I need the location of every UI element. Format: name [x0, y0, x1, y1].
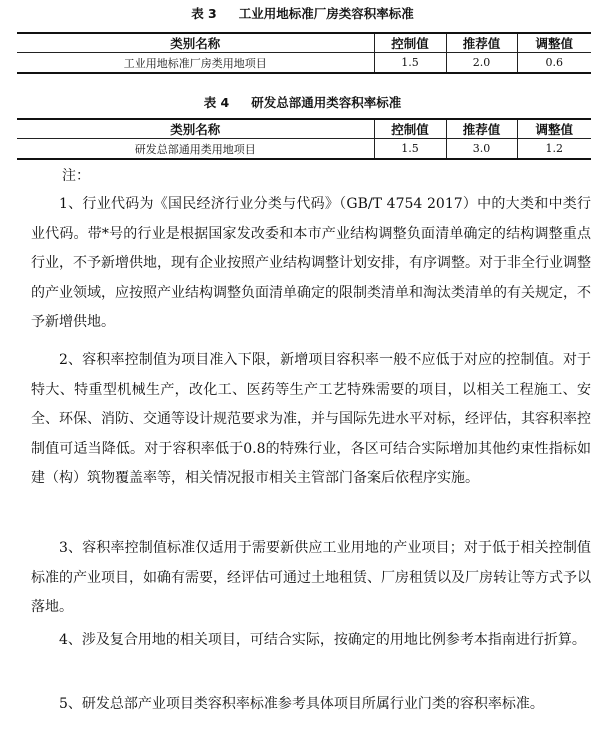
table4-header-category: 类别名称 [17, 119, 374, 139]
note-paragraph-2: 2、容积率控制值为项目准入下限，新增项目容积率一般不应低于对应的控制值。对于特大、特重型机械生产，改化工、医药等生产工艺特殊需要的项目，以相关工程施工、安全、环保、消防、交通等设计规范要求为准，并与国际先进水平对标，经评估，其容积率控制值可适当降低。对于容积率低于0.8的特殊行业，各区可结合实际增加其他约束性指标如建（构）筑物覆盖率等，相关情况报市相关主管部门备案后依程序实施。 [31, 352, 591, 487]
table3-cell-control: 1.5 [374, 53, 446, 74]
note-paragraph-4: 4、涉及复合用地的相关项目，可结合实际，按确定的用地比例参考本指南进行折算。 [59, 632, 586, 648]
table3-title: 工业用地标准厂房类容积率标准 [238, 6, 414, 21]
table4 [17, 118, 591, 160]
table3-header-row [17, 33, 591, 53]
table4-cell-adjusted: 1.2 [517, 139, 591, 160]
note-paragraph-1: 1、行业代码为《国民经济行业分类与代码》（GB/T 4754 2017）中的大类和中类行业代码。带*号的行业是根据国家发改委和本市产业结构调整负面清单确定的结构调整重点行业，不予新增供地，现有企业按照产业结构调整计划安排，有序调整。对于非全行业调整的产业领域，应按照产业结构调整负面清单确定的限制类清单和淘汰类清单的有关规定，不予新增供地。 [31, 196, 591, 331]
table-row [17, 139, 591, 160]
table3-cell-adjusted: 0.6 [517, 53, 591, 74]
table3-cell-recommended: 2.0 [446, 53, 517, 74]
table4-header-recommended: 推荐值 [446, 119, 517, 139]
table3-number: 表 3 [191, 6, 217, 21]
table3-header-recommended: 推荐值 [446, 33, 517, 53]
table4-cell-recommended: 3.0 [446, 139, 517, 160]
table4-cell-control: 1.5 [374, 139, 446, 160]
note-paragraph-5: 5、研发总部产业项目类容积率标准参考具体项目所属行业门类的容积率标准。 [59, 696, 544, 712]
table3-caption [0, 4, 605, 22]
table3-header-control: 控制值 [374, 33, 446, 53]
table4-header-row [17, 119, 591, 139]
table3-header-category: 类别名称 [17, 33, 374, 53]
table3 [17, 32, 591, 74]
notes-label: 注： [62, 168, 90, 184]
table4-number: 表 4 [203, 95, 230, 110]
table-row [17, 53, 591, 74]
note-paragraph-3: 3、容积率控制值标准仅适用于需要新供应工业用地的产业项目；对于低于相关控制值标准的产业项目，如确有需要，经评估可通过土地租赁、厂房租赁以及厂房转让等方式予以落地。 [31, 540, 591, 616]
table4-caption [0, 93, 605, 111]
table3-header-adjusted: 调整值 [517, 33, 591, 53]
table4-title: 研发总部通用类容积率标准 [251, 95, 402, 110]
table4-header-adjusted: 调整值 [517, 119, 591, 139]
table4-header-control: 控制值 [374, 119, 446, 139]
table4-cell-category: 研发总部通用类用地项目 [17, 139, 374, 160]
table3-cell-category: 工业用地标准厂房类用地项目 [17, 53, 374, 74]
